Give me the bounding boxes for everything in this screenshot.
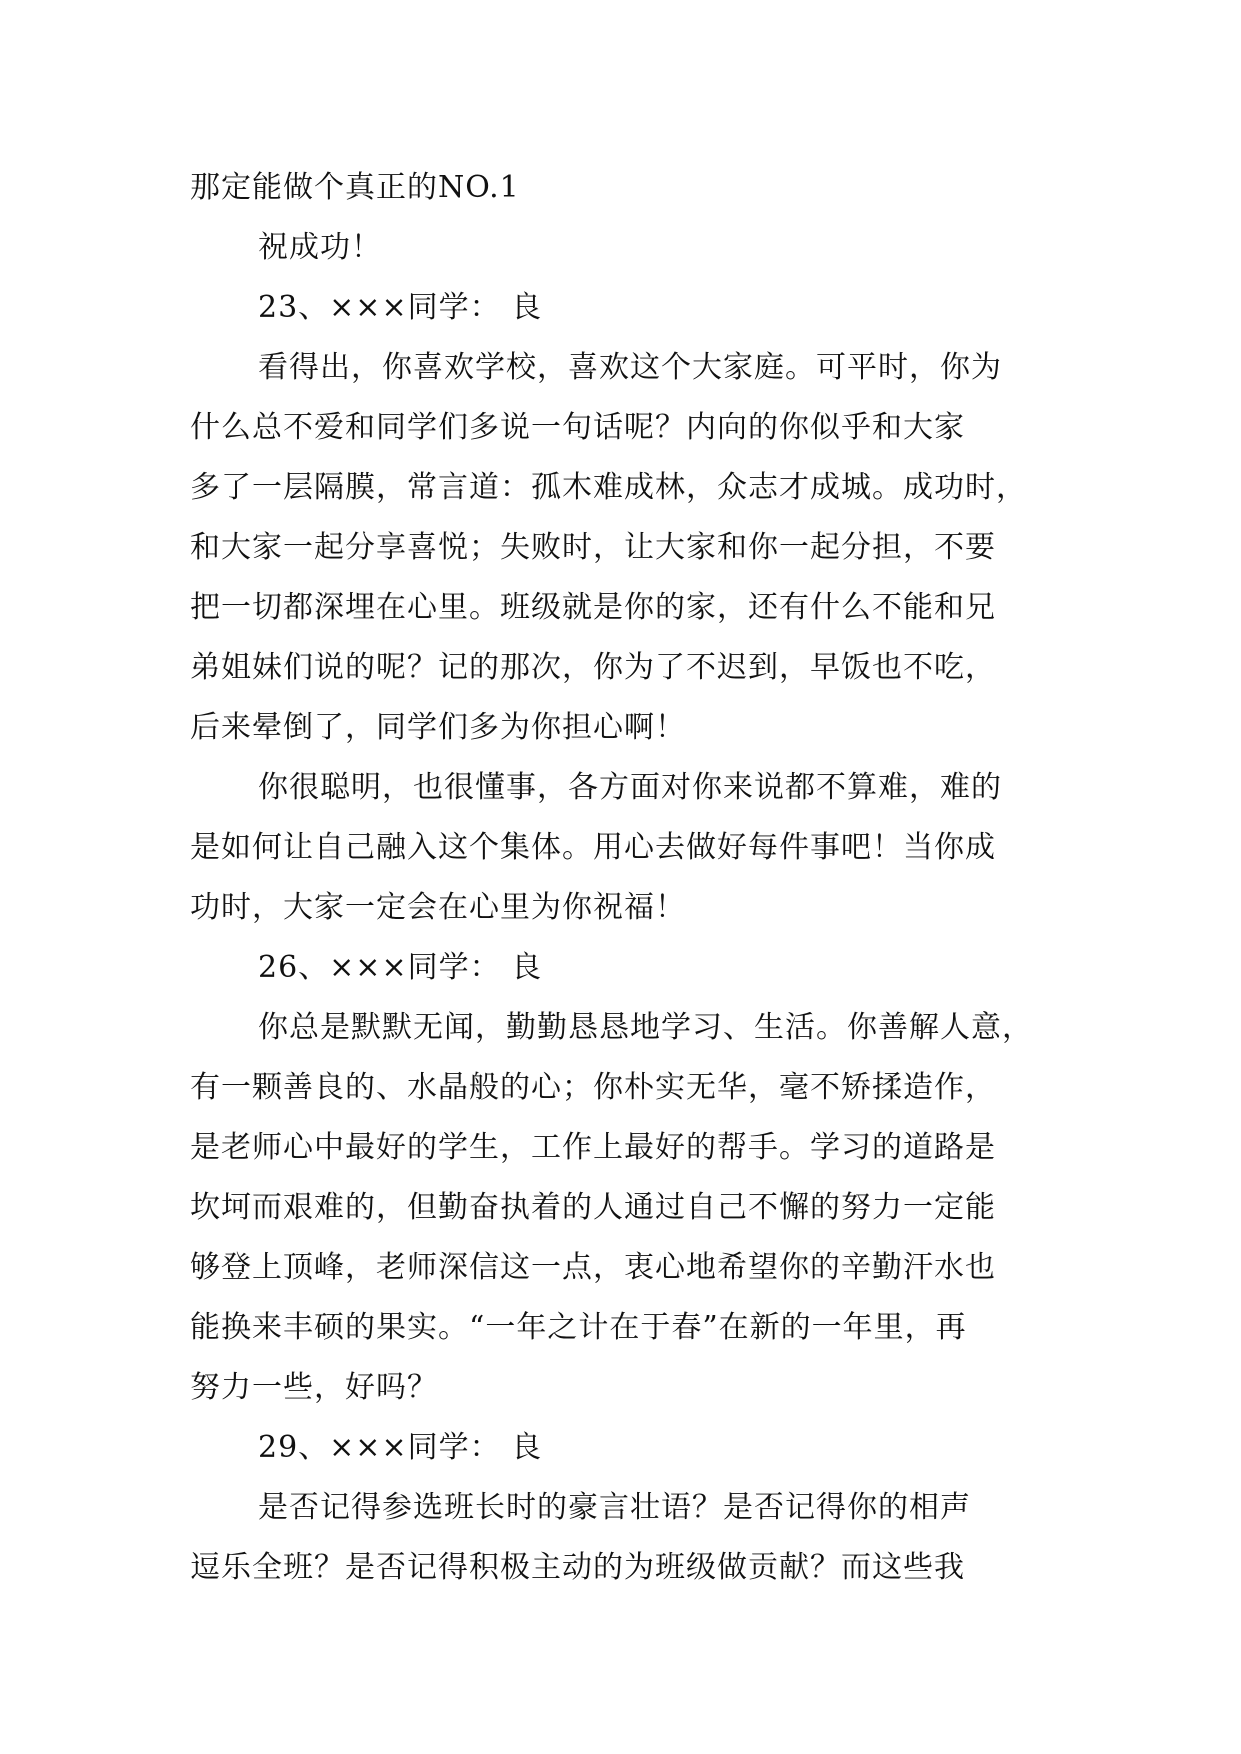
text-line: 努力一些，好吗？ bbox=[190, 1370, 438, 1405]
text-line: 和大家一起分享喜悦；失败时，让大家和你一起分担，不要 bbox=[190, 530, 996, 565]
text-line: 看得出，你喜欢学校，喜欢这个大家庭。可平时，你为 bbox=[258, 350, 1002, 385]
text-line: 能换来丰硕的果实。“一年之计在于春”在新的一年里，再 bbox=[190, 1310, 967, 1345]
text-line: 你总是默默无闻，勤勤恳恳地学习、生活。你善解人意， bbox=[258, 1010, 1033, 1045]
text-line: 是否记得参选班长时的豪言壮语？是否记得你的相声 bbox=[258, 1490, 971, 1525]
student-heading-29: 29、×××同学： 良 bbox=[258, 1430, 543, 1465]
text-line: 有一颗善良的、水晶般的心；你朴实无华，毫不矫揉造作， bbox=[190, 1070, 996, 1105]
student-heading-26: 26、×××同学： 良 bbox=[258, 950, 543, 985]
student-heading-23: 23、×××同学： 良 bbox=[258, 290, 543, 325]
document-body bbox=[190, 158, 1060, 1598]
text-line: 把一切都深埋在心里。班级就是你的家，还有什么不能和兄 bbox=[190, 590, 996, 625]
text-line: 弟姐妹们说的呢？记的那次，你为了不迟到，早饭也不吃， bbox=[190, 650, 996, 685]
text-line: 什么总不爱和同学们多说一句话呢？内向的你似乎和大家 bbox=[190, 410, 965, 445]
text-line: 后来晕倒了，同学们多为你担心啊！ bbox=[190, 710, 686, 745]
text-line: 逗乐全班？是否记得积极主动的为班级做贡献？而这些我 bbox=[190, 1550, 965, 1585]
text-line: 那定能做个真正的NO.1 bbox=[190, 170, 520, 205]
text-line: 是如何让自己融入这个集体。用心去做好每件事吧！当你成 bbox=[190, 830, 996, 865]
text-line: 坎坷而艰难的，但勤奋执着的人通过自己不懈的努力一定能 bbox=[190, 1190, 996, 1225]
text-line: 多了一层隔膜，常言道：孤木难成林，众志才成城。成功时， bbox=[190, 470, 1027, 505]
text-line: 你很聪明，也很懂事，各方面对你来说都不算难，难的 bbox=[258, 770, 1002, 805]
text-line: 够登上顶峰，老师深信这一点，衷心地希望你的辛勤汗水也 bbox=[190, 1250, 996, 1285]
text-line: 功时，大家一定会在心里为你祝福！ bbox=[190, 890, 686, 925]
text-line: 是老师心中最好的学生，工作上最好的帮手。学习的道路是 bbox=[190, 1130, 996, 1165]
closing-line: 祝成功！ bbox=[258, 230, 382, 265]
